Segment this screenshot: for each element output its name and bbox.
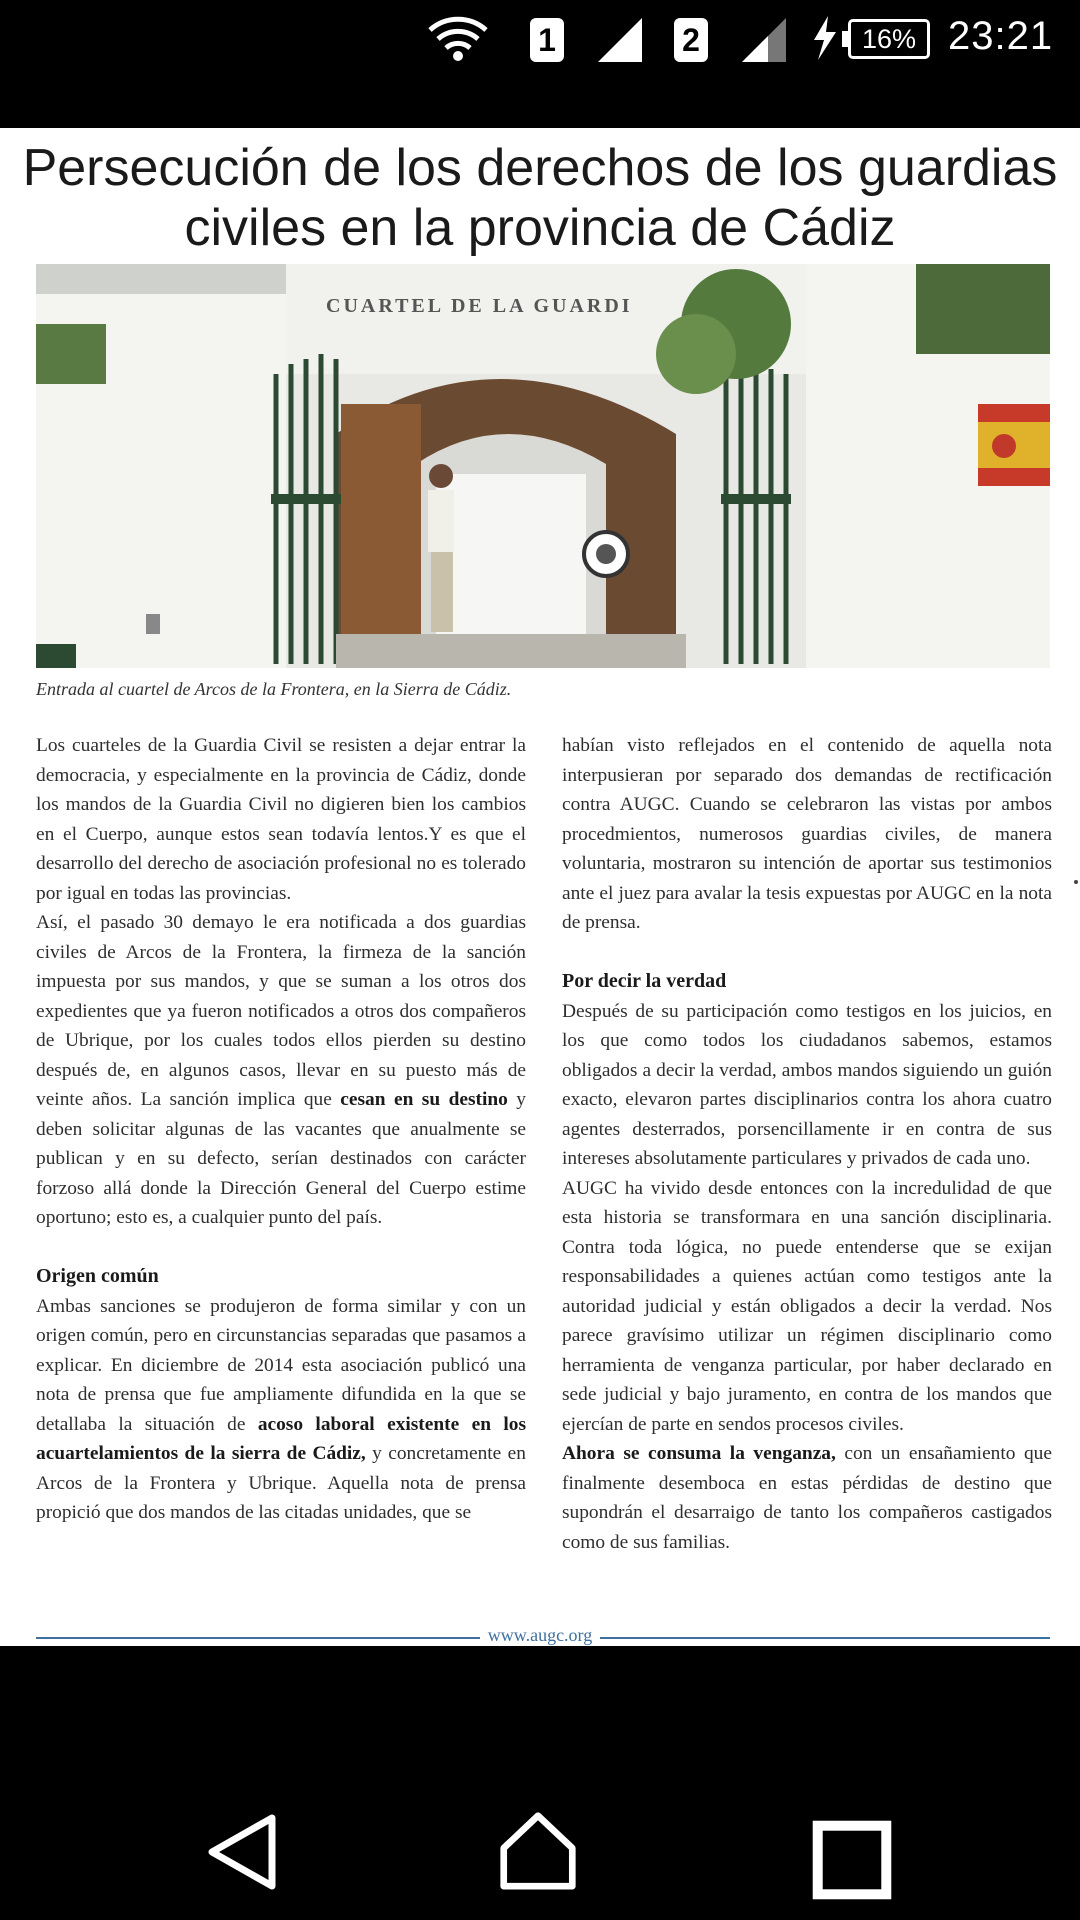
signal-sim2-icon [742,18,788,62]
bold-text: Ahora se consuma la venganza, [562,1443,836,1464]
bold-text: cesan en su destino [340,1089,508,1110]
sim1-badge: 1 [530,18,564,62]
text-run: con un ensañamiento que finalmente desemboca en estas pérdidas de destino que supondrán el desarraigo de tanto los compañeros castigados como de sus familias. [562,1443,1052,1553]
text-run: Ambas sanciones se produjeron de forma similar y con un origen común, pero en circunstancias separadas que pasamos a explicar. En diciembre de 2014 esta asociación publicó una nota de prensa que fue ampliamente difundida en la que se detallaba la situación de [36,1295,526,1435]
document-page[interactable] [0,128,1080,1646]
edge-mark [1074,880,1078,884]
sim2-badge: 2 [674,18,708,62]
signal-sim1-icon [598,18,644,62]
home-icon [504,1816,573,1886]
home-button[interactable] [498,1810,578,1890]
footer-url[interactable] [0,1625,1080,1646]
paragraph: Después de su participación como testigos en los juicios, en los que como todos los ciudadanos sabemos, estamos obligados a decir la verdad, ambos mandos siguiendo un guión exacto, elevaron partes disciplinarios contra los ahora cuatro agentes desterrados, porsencillamente ir en contra de sus intereses absolutamente particulares y privados de cada uno. [562,1000,1052,1169]
section-heading-origen: Origen común [36,1265,159,1287]
article-headline: Persecución de los derechos de los guardias civiles en la provincia de Cádiz [22,139,1058,257]
footer-url-text[interactable]: www.augc.org [480,1625,600,1645]
battery-indicator: 16% [848,19,930,59]
wifi-icon [428,16,488,62]
left-column [36,731,526,1528]
back-button[interactable] [202,1812,282,1892]
right-column [562,731,1052,1557]
recents-button[interactable] [812,1820,892,1900]
paragraph [562,1439,1052,1557]
text-run: y concretamente en Arcos de la Frontera y Ubrique. Aquella nota de prensa propició que dos mandos de las citadas unidades, que se [36,1443,526,1523]
status-bar [0,0,1080,80]
bold-text: acoso laboral existente en los acuartelamientos de la sierra de Cádiz, [36,1413,526,1464]
paragraph [36,1292,526,1528]
paragraph [36,908,526,1233]
text-run: Así, el pasado 30 demayo le era notificada a dos guardias civiles de Arcos de la Frontera, la firmeza de la sanción impuesta por sus mandos, y que se suman a los otros dos expedientes que ya fueron notificados a otros dos compañeros de Ubrique, por los cuales todos ellos pierden su destino después de, en algunos casos, llevar en su puesto más de veinte años. La sanción implica que [36,912,526,1110]
paragraph: Los cuarteles de la Guardia Civil se resisten a dejar entrar la democracia, y especialmente en la provincia de Cádiz, donde los mandos de la Guardia Civil no digieren bien los cambios en el Cuerpo, aunque estos sean todavía lentos.Y es que el desarrollo del derecho de asociación profesional no es tolerado por igual en todas las provincias. [36,735,526,904]
section-heading-verdad: Por decir la verdad [562,970,727,992]
clock: 23:21 [948,14,1054,58]
text-run: y deben solicitar algunas de las vacantes que anualmente se publican y en su defecto, serían destinados con carácter forzoso allá donde la Dirección General del Cuerpo estime oportuno; esto es, a cualquier punto del país. [36,1089,526,1228]
paragraph: habían visto reflejados en el contenido de aquella nota interpusieran por separado dos demandas de rectificación contra AUGC. Cuando se celebraron las vistas por ambos procedmientos, numerosos guardias civiles, de manera voluntaria, mostraron su intención de aportar sus testimonios ante el juez para avalar la tesis expuestas por AUGC en la nota de prensa. [562,735,1052,933]
charging-icon [810,16,838,60]
paragraph: AUGC ha vivido desde entonces con la incredulidad de que esta historia se transformara en una sanción disciplinaria. Contra toda lógica, no puede entenderse que se exijan responsabilidades a quienes actúan como testigos ante la autoridad judicial y están obligados a decir la verdad. Nos parece gravísimo utilizar un régimen disciplinario como herramienta de venganza particular, por haber declarado en sede judicial y bajo juramento, en contra de los mandos que ejercían de parte en sendos procesos civiles. [562,1177,1052,1435]
recents-icon [818,1826,887,1895]
back-icon [212,1818,272,1886]
photo-sign-text: CUARTEL DE LA GUARDI [326,295,633,317]
article-photo [36,264,1050,668]
photo-caption: Entrada al cuartel de Arcos de la Frontera, en la Sierra de Cádiz. [36,679,512,699]
barracks-entrance-image [36,264,1050,668]
